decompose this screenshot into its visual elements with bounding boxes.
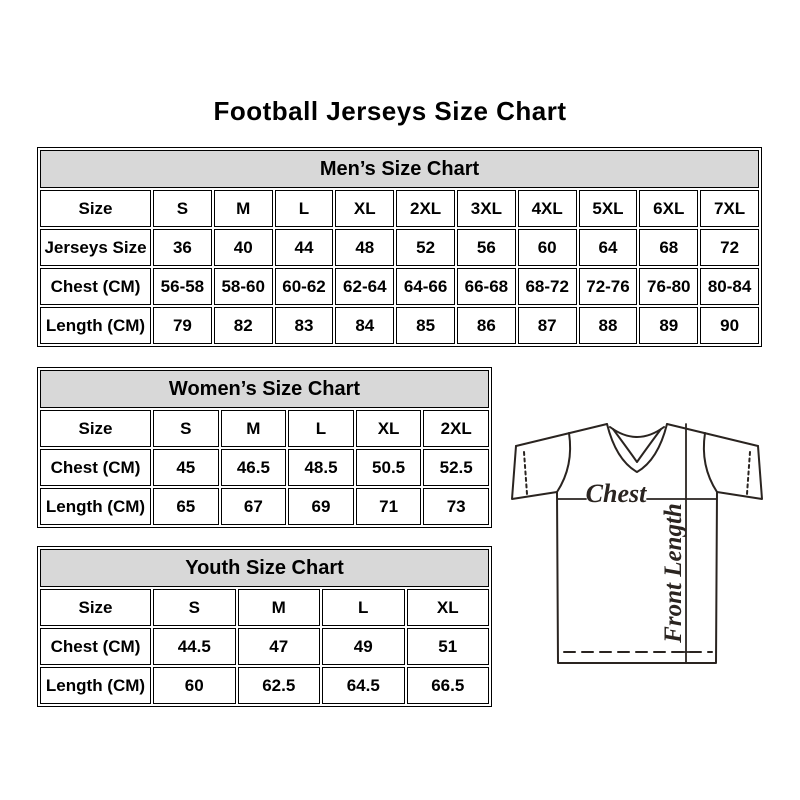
table-cell: S [153, 589, 236, 626]
table-cell: 64.5 [322, 667, 405, 704]
table-cell: 60 [153, 667, 236, 704]
table-cell: 64-66 [396, 268, 455, 305]
table-row [40, 410, 489, 447]
table-cell: 64 [579, 229, 638, 266]
table-row [40, 268, 759, 305]
table-cell: L [322, 589, 405, 626]
row-label: Jerseys Size [40, 229, 151, 266]
table-cell: 48 [335, 229, 394, 266]
page-title: Football Jerseys Size Chart [213, 96, 567, 126]
table-cell: L [275, 190, 334, 227]
table-cell: 62.5 [238, 667, 321, 704]
table-cell: 48.5 [288, 449, 354, 486]
table-cell: 52.5 [423, 449, 489, 486]
table-cell: 52 [396, 229, 455, 266]
row-label: Length (CM) [40, 307, 151, 344]
table-row [40, 667, 489, 704]
table-cell: 66-68 [457, 268, 516, 305]
table-cell: 56-58 [153, 268, 212, 305]
table-cell: 4XL [518, 190, 577, 227]
table-cell: M [221, 410, 287, 447]
row-label: Chest (CM) [40, 449, 151, 486]
table-cell: 47 [238, 628, 321, 665]
table-cell: 46.5 [221, 449, 287, 486]
table-cell: 71 [356, 488, 422, 525]
men-size-table [37, 147, 762, 347]
table-cell: 83 [275, 307, 334, 344]
table-cell: 3XL [457, 190, 516, 227]
row-label: Size [40, 190, 151, 227]
table-row [40, 488, 489, 525]
table-cell: S [153, 410, 219, 447]
table-row [40, 229, 759, 266]
row-label: Chest (CM) [40, 628, 151, 665]
table-cell: 80-84 [700, 268, 759, 305]
table-cell: 45 [153, 449, 219, 486]
row-label: Size [40, 410, 151, 447]
left-cuff-dashed-line [524, 452, 527, 494]
right-cuff-dashed-line [747, 452, 750, 494]
table-cell: 88 [579, 307, 638, 344]
mens-size-chart-table [37, 147, 762, 347]
table-cell: 69 [288, 488, 354, 525]
table-cell: 49 [322, 628, 405, 665]
table-cell: 60-62 [275, 268, 334, 305]
table-cell: 56 [457, 229, 516, 266]
table-row [40, 628, 489, 665]
table-cell: 73 [423, 488, 489, 525]
men-table-title: Men’s Size Chart [40, 150, 759, 188]
row-label: Length (CM) [40, 667, 151, 704]
table-cell: 79 [153, 307, 212, 344]
row-label: Size [40, 589, 151, 626]
youth-size-table [37, 546, 492, 707]
table-cell: 68-72 [518, 268, 577, 305]
right-sleeve-outline [717, 446, 762, 499]
left-sleeve-outline [512, 446, 557, 499]
table-row [40, 449, 489, 486]
right-shoulder-line [667, 424, 758, 446]
table-cell: 89 [639, 307, 698, 344]
table-cell: 72 [700, 229, 759, 266]
jersey-diagram [500, 400, 770, 670]
table-cell: 2XL [396, 190, 455, 227]
left-armhole-seam [557, 433, 570, 492]
table-cell: 72-76 [579, 268, 638, 305]
right-armhole-seam [704, 433, 717, 492]
chest-label: Chest [585, 479, 647, 508]
table-cell: 66.5 [407, 667, 490, 704]
table-cell: XL [407, 589, 490, 626]
table-cell: 86 [457, 307, 516, 344]
table-cell: XL [335, 190, 394, 227]
table-cell: XL [356, 410, 422, 447]
table-cell: 82 [214, 307, 273, 344]
table-cell: S [153, 190, 212, 227]
left-shoulder-line [516, 424, 607, 446]
table-cell: 84 [335, 307, 394, 344]
women-size-table [37, 367, 492, 528]
youth-size-chart-table [37, 546, 492, 707]
table-cell: 90 [700, 307, 759, 344]
table-cell: 76-80 [639, 268, 698, 305]
table-cell: 58-60 [214, 268, 273, 305]
table-cell: 5XL [579, 190, 638, 227]
table-row [40, 307, 759, 344]
table-cell: 68 [639, 229, 698, 266]
table-cell: M [214, 190, 273, 227]
table-cell: 36 [153, 229, 212, 266]
table-cell: 60 [518, 229, 577, 266]
table-cell: L [288, 410, 354, 447]
table-cell: 50.5 [356, 449, 422, 486]
table-cell: M [238, 589, 321, 626]
table-cell: 40 [214, 229, 273, 266]
table-cell: 67 [221, 488, 287, 525]
table-cell: 6XL [639, 190, 698, 227]
table-cell: 44 [275, 229, 334, 266]
table-row [40, 190, 759, 227]
table-cell: 87 [518, 307, 577, 344]
table-cell: 51 [407, 628, 490, 665]
row-label: Length (CM) [40, 488, 151, 525]
table-cell: 62-64 [335, 268, 394, 305]
table-row [40, 589, 489, 626]
women-table-title: Women’s Size Chart [40, 370, 489, 408]
table-cell: 7XL [700, 190, 759, 227]
table-cell: 85 [396, 307, 455, 344]
table-cell: 44.5 [153, 628, 236, 665]
table-cell: 65 [153, 488, 219, 525]
womens-size-chart-table [37, 367, 492, 528]
body-outline [557, 492, 717, 663]
youth-table-title: Youth Size Chart [40, 549, 489, 587]
table-cell: 2XL [423, 410, 489, 447]
front-length-label: Front Length [660, 503, 687, 643]
row-label: Chest (CM) [40, 268, 151, 305]
